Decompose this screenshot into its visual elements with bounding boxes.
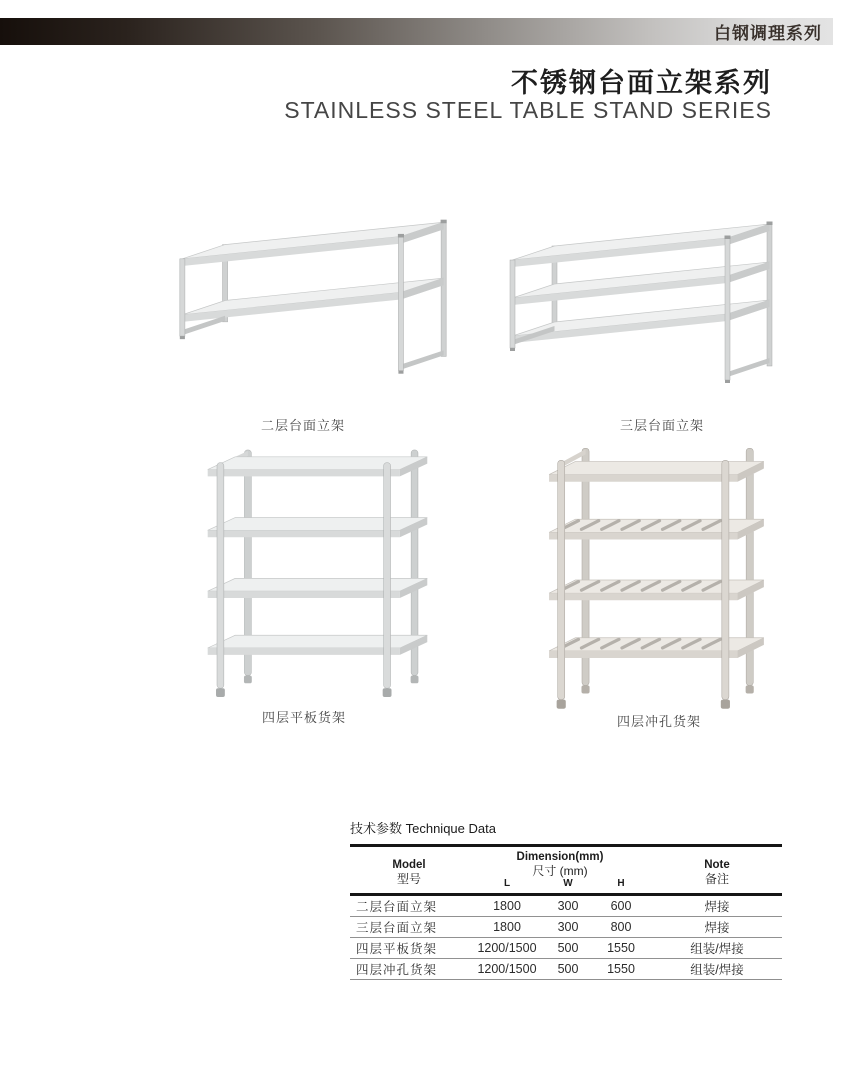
spec-cell-l: 1800	[493, 899, 521, 913]
spec-title: 技术参数 Technique Data	[350, 821, 496, 836]
product-figure-four-tier-perforated-rack	[545, 445, 773, 713]
series-bar	[0, 18, 833, 45]
product-figure-two-tier-stand	[160, 216, 465, 384]
spec-cell-model: 四层冲孔货架	[350, 959, 468, 980]
spec-cell-model: 二层台面立架	[356, 900, 438, 914]
spec-header-dimension: Dimension(mm) 尺寸 (mm)	[516, 851, 604, 878]
spec-table	[350, 844, 782, 980]
series-label: 白钢调理系列	[714, 24, 822, 43]
page-title-en: STAINLESS STEEL TABLE STAND SERIES	[284, 97, 772, 123]
spec-cell-l: 1800	[468, 917, 546, 938]
page-title-zh: 不锈钢台面立架系列	[511, 68, 772, 98]
product-caption-two-tier-stand: 二层台面立架	[260, 418, 345, 433]
spec-cell-note: 组装/焊接	[652, 938, 782, 959]
product-caption-four-tier-flat-rack: 四层平板货架	[261, 710, 346, 725]
spec-subheader-w: W	[546, 878, 590, 895]
spec-cell-note: 组装/焊接	[652, 959, 782, 980]
spec-cell-model: 四层平板货架	[350, 938, 468, 959]
spec-cell-h: 800	[590, 917, 652, 938]
spec-cell-l: 1200/1500	[468, 938, 546, 959]
product-image-four-tier-perforated-rack	[545, 445, 773, 713]
product-image-four-tier-flat-rack	[198, 448, 436, 698]
spec-cell-h: 1550	[590, 938, 652, 959]
spec-cell-l: 1200/1500	[468, 959, 546, 980]
spec-cell-w: 500	[546, 938, 590, 959]
spec-cell-w: 500	[546, 959, 590, 980]
spec-cell-note: 焊接	[704, 900, 730, 914]
spec-row	[350, 938, 782, 959]
product-image-two-tier-stand	[160, 216, 465, 384]
spec-cell-h: 1550	[590, 959, 652, 980]
spec-subheader-l: L	[468, 878, 546, 895]
spec-cell-note: 焊接	[652, 917, 782, 938]
spec-row	[350, 895, 782, 917]
product-image-three-tier-stand	[490, 220, 795, 398]
spec-subheader-h: H	[590, 878, 652, 895]
spec-cell-model: 三层台面立架	[350, 917, 468, 938]
product-caption-four-tier-perforated-rack: 四层冲孔货架	[616, 714, 701, 729]
spec-header-note: Note 备注	[652, 846, 782, 895]
spec-cell-h: 600	[610, 899, 632, 913]
spec-section	[350, 818, 782, 980]
spec-cell-w: 300	[546, 917, 590, 938]
spec-cell-w: 300	[557, 899, 579, 913]
product-figure-four-tier-flat-rack	[198, 448, 436, 698]
spec-header-model: Model 型号	[350, 846, 468, 895]
spec-row	[350, 959, 782, 980]
spec-row	[350, 917, 782, 938]
product-caption-three-tier-stand: 三层台面立架	[619, 418, 704, 433]
product-figure-three-tier-stand	[490, 220, 795, 398]
